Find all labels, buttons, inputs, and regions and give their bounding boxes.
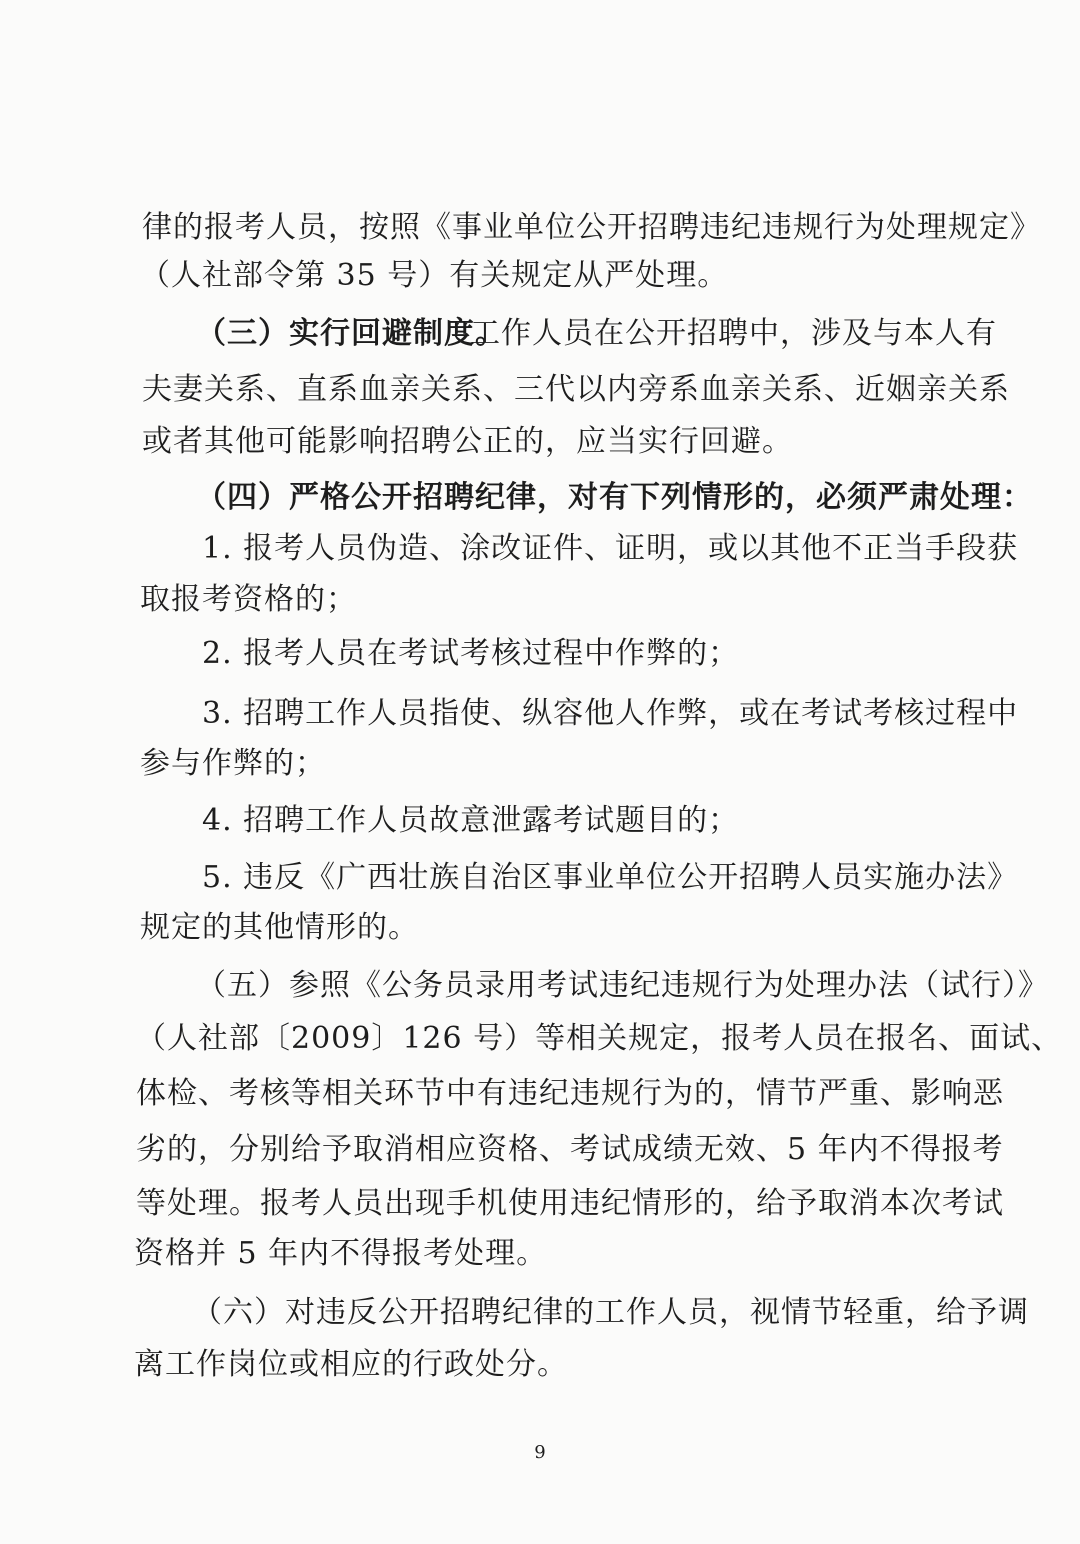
list-item-continuation: 参与作弊的； (140, 746, 326, 781)
page-number: 9 (534, 1442, 546, 1463)
body-line: 夫妻关系、直系血亲关系、三代以内旁系血亲关系、近姻亲关系 (142, 372, 1010, 407)
body-line: （人社部令第 35 号）有关规定从严处理。 (140, 258, 729, 293)
body-line: 体检、考核等相关环节中有违纪违规行为的，情节严重、影响恶 (136, 1076, 1004, 1111)
list-item: 5. 违反《广西壮族自治区事业单位公开招聘人员实施办法》 (202, 860, 1019, 895)
body-line: 工作人员在公开招聘中，涉及与本人有 (470, 316, 997, 351)
list-item-continuation: 规定的其他情形的。 (140, 910, 419, 945)
body-line: 离工作岗位或相应的行政处分。 (134, 1347, 568, 1382)
list-item-continuation: 取报考资格的； (140, 582, 357, 617)
body-line: 劣的，分别给予取消相应资格、考试成绩无效、5 年内不得报考 (136, 1132, 1004, 1167)
section-heading-4: （四）严格公开招聘纪律，对有下列情形的，必须严肃处理： (196, 480, 1033, 515)
list-item: 3. 招聘工作人员指使、纵容他人作弊，或在考试考核过程中 (202, 696, 1019, 731)
list-item: 4. 招聘工作人员故意泄露考试题目的； (202, 803, 740, 838)
section-heading-3: （三）实行回避制度。 (196, 316, 506, 351)
body-line: （人社部〔2009〕126 号）等相关规定，报考人员在报名、面试、 (136, 1021, 1063, 1056)
body-line: 律的报考人员，按照《事业单位公开招聘违纪违规行为处理规定》 (142, 210, 1041, 245)
body-line: 或者其他可能影响招聘公正的，应当实行回避。 (142, 424, 793, 459)
body-line: 等处理。报考人员出现手机使用违纪情形的，给予取消本次考试 (136, 1186, 1004, 1221)
list-item: 1. 报考人员伪造、涂改证件、证明，或以其他不正当手段获 (202, 531, 1019, 566)
body-line: 资格并 5 年内不得报考处理。 (134, 1236, 548, 1271)
body-line: （五）参照《公务员录用考试违纪违规行为处理办法（试行）》 (196, 968, 1049, 1003)
body-line: （六）对违反公开招聘纪律的工作人员，视情节轻重，给予调 (192, 1295, 1029, 1330)
list-item: 2. 报考人员在考试考核过程中作弊的； (202, 636, 740, 671)
